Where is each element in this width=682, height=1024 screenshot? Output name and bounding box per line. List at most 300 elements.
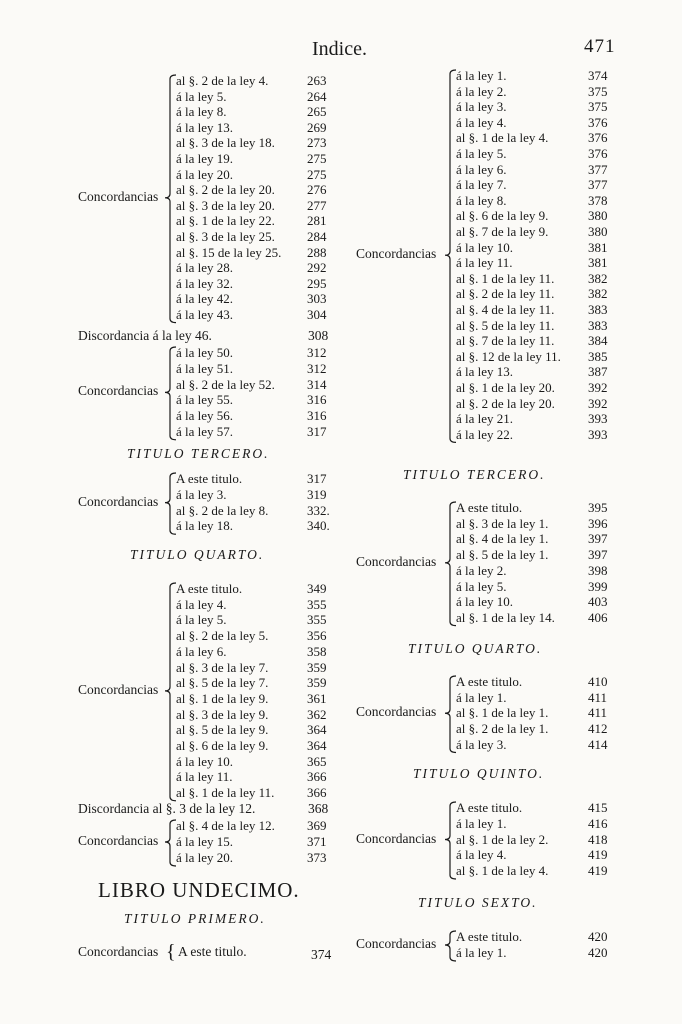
entry-text: A este titulo. [178,944,247,959]
entry-text: al §. 4 de la ley 11. [456,302,555,317]
entry-page: 376 [588,114,608,130]
entry-page: 349 [307,581,327,596]
index-entry [176,361,337,377]
section-heading: TITULO TERCERO. [403,467,546,482]
entry-page: 304 [307,307,327,322]
concordancias-group [70,581,340,801]
entry-page: 303 [307,291,327,307]
entry-page: 371 [307,834,327,849]
index-entry [456,146,618,162]
entry-text: Discordancia al §. 3 de la ley 12. [78,801,256,816]
entry-page: 276 [307,182,327,198]
index-entry [176,245,337,261]
index-entry [176,213,337,229]
index-entry [456,737,618,753]
index-entry [176,276,337,292]
entry-page: 369 [307,818,327,833]
entry-text: á la ley 5. [456,146,507,161]
entry-text: á la ley 50. [176,345,234,360]
entry-page: 275 [307,151,327,166]
entry-text: al §. 1 de la ley 9. [176,690,269,706]
entry-text: al §. 2 de la ley 8. [176,502,269,518]
entry-page: 416 [588,815,608,831]
index-entry [176,392,337,408]
index-entry [176,120,337,136]
entry-page: 397 [588,547,608,563]
index-entry [176,471,337,487]
entry-text: al §. 2 de la ley 5. [176,628,269,644]
book-heading: LIBRO UNDECIMO. [98,878,300,902]
brace [164,73,178,327]
index-entry [456,863,618,879]
group-label: Concordancias [78,833,159,848]
group-label: Concordancias [78,188,159,204]
group-label: Concordancias [78,681,159,697]
entry-text: al §. 3 de la ley 1. [456,515,549,531]
entry-text: á la ley 6. [176,643,227,659]
brace [444,500,458,630]
entry-text: al §. 2 de la ley 20. [456,395,555,411]
entry-text: á la ley 4. [456,114,507,130]
concordancias-group [70,818,340,866]
running-title: Indice. [312,38,367,60]
entry-text: á la ley 21. [456,411,514,427]
index-entry [176,424,337,440]
section-heading: TITULO QUARTO. [130,547,265,562]
index-entry [176,818,337,834]
index-entry [456,945,618,961]
index-entry [176,487,337,503]
index-entry [176,597,337,613]
index-entry [456,271,618,287]
index-entry [176,834,337,850]
index-entry [456,193,618,209]
entry-page: 382 [588,270,608,286]
entry-page: 312 [307,360,327,376]
entry-text: á la ley 43. [176,307,234,322]
index-entry [456,396,618,412]
index-entry [456,349,618,365]
entry-page: 314 [307,376,327,392]
entry-text: al §. 3 de la ley 7. [176,659,269,675]
entry-text: A este titulo. [176,471,243,486]
entry-page: 420 [588,945,608,960]
entry-text: al §. 3 de la ley 9. [176,706,269,722]
entry-text: al §. 4 de la ley 1. [456,531,549,547]
index-entry [176,307,337,323]
entry-page: 332. [307,502,330,518]
entry-page: 263 [307,73,327,88]
concordancias-group [70,345,340,440]
entry-text: al §. 6 de la ley 9. [176,738,269,753]
index-entry [456,68,618,84]
entry-text: á la ley 4. [456,847,507,863]
entry-page: 281 [307,213,327,229]
index-entry [176,785,337,801]
entry-page: 418 [588,831,608,847]
entry-page: 377 [588,161,608,177]
index-entry [176,89,337,105]
entry-text: á la ley 8. [176,104,227,120]
entry-page: 319 [307,486,327,502]
entry-text: al §. 15 de la ley 25. [176,244,282,260]
entry-page: 383 [588,302,608,317]
entry-text: á la ley 4. [176,596,227,612]
entry-text: al §. 1 de la ley 11. [456,270,555,286]
entry-text: á la ley 22. [456,426,514,442]
entry-text: á la ley 5. [176,612,227,628]
entry-text: á la ley 13. [456,364,514,380]
index-entry [456,516,618,532]
entry-page: 265 [307,104,327,120]
brace [444,674,458,757]
entry-text: al §. 2 de la ley 1. [456,721,549,737]
entry-text: á la ley 42. [176,291,234,307]
entry-text: al §. 5 de la ley 11. [456,317,555,333]
entry-page: 376 [588,130,608,146]
entry-text: á la ley 3. [176,486,227,502]
entry-text: al §. 1 de la ley 14. [456,609,555,625]
entry-text: A este titulo. [456,500,523,515]
entry-text: al §. 5 de la ley 9. [176,722,269,738]
index-entry [456,816,618,832]
section-heading: TITULO PRIMERO. [124,911,266,926]
brace [444,800,458,883]
entry-text: á la ley 8. [456,192,507,208]
entry-page: 375 [588,99,608,115]
index-entry [456,286,618,302]
index-entry [176,518,337,534]
index-entry [176,503,337,519]
group-label: Concordancias [356,246,437,262]
entry-text: al §. 2 de la ley 11. [456,286,555,302]
brace [164,581,178,805]
group-label: Concordancias [356,704,437,720]
section-heading: TITULO QUINTO. [413,766,545,781]
index-entry [456,563,618,579]
entry-page: 317 [307,471,327,486]
entry-page: 374 [311,947,332,962]
entry-page: 316 [307,408,327,424]
entry-page: 415 [588,800,608,815]
entry-page: 366 [307,769,327,785]
entry-page: 340. [307,518,330,534]
entry-page: 403 [588,594,608,610]
entry-text: al §. 1 de la ley 4. [456,130,549,146]
entry-page: 355 [307,596,327,612]
entry-page: 393 [588,411,608,427]
entry-text: á la ley 10. [456,594,514,610]
entry-page: 381 [588,255,608,271]
entry-text: al §. 4 de la ley 12. [176,818,275,833]
entry-page: 387 [588,364,608,380]
entry-text: á la ley 7. [456,177,507,193]
entry-page: 359 [307,675,327,691]
index-entry [456,594,618,610]
index-entry [176,628,337,644]
entry-text: á la ley 51. [176,360,234,376]
index-entry [176,722,337,738]
index-entry [456,208,618,224]
brace [164,471,178,538]
entry-page: 410 [588,674,608,689]
index-entry [456,255,618,271]
index-entry [176,644,337,660]
entry-page: 312 [307,345,327,360]
entry-text: á la ley 20. [176,166,234,182]
group-label: Concordancias [78,383,159,399]
index-entry [456,705,618,721]
entry-page: 377 [588,177,608,193]
section-heading: TITULO QUARTO. [408,641,543,656]
page-number: 471 [584,36,616,57]
brace [164,818,178,870]
index-entry [176,377,337,393]
entry-page: 380 [588,224,608,239]
group-label: Concordancias [78,944,159,959]
entry-page: 356 [307,628,327,644]
index-entry [456,364,618,380]
entry-text: al §. 7 de la ley 9. [456,224,549,239]
entry-page: 385 [588,348,608,364]
entry-text: á la ley 10. [176,753,234,769]
entry-text: á la ley 2. [456,562,507,578]
entry-page: 277 [307,197,327,213]
entry-text: á la ley 5. [456,578,507,594]
entry-page: 406 [588,609,608,625]
entry-page: 359 [307,659,327,675]
entry-page: 364 [307,738,327,753]
group-label: Concordancias [78,493,159,509]
entry-page: 364 [307,722,327,738]
group-label: Concordancias [356,553,437,569]
entry-text: á la ley 11. [176,769,233,785]
index-entry [456,427,618,443]
entry-page: 380 [588,208,608,224]
entry-text: á la ley 32. [176,275,234,291]
entry-page: 374 [588,68,608,83]
entry-page: 292 [307,260,327,276]
entry-text: A este titulo. [456,674,523,689]
index-entry [176,151,337,167]
brace: { [166,941,176,963]
entry-text: al §. 3 de la ley 20. [176,197,275,213]
concordancias-group [348,674,624,753]
entry-page: 355 [307,612,327,628]
entry-text: á la ley 11. [456,255,513,271]
entry-page: 384 [588,333,608,349]
entry-page: 383 [588,317,608,333]
index-entry [456,847,618,863]
entry-text: á la ley 20. [176,850,234,865]
index-entry [176,198,337,214]
entry-text: al §. 1 de la ley 2. [456,831,549,847]
section-heading: TITULO TERCERO. [127,446,270,461]
entry-text: Discordancia á la ley 46. [78,328,212,343]
index-entry [456,115,618,131]
entry-text: á la ley 13. [176,119,234,135]
last-entry [78,941,332,963]
index-entry [176,229,337,245]
entry-page: 420 [588,929,608,944]
entry-page: 378 [588,192,608,208]
index-entry [176,73,337,89]
entry-text: al §. 5 de la ley 7. [176,675,269,691]
entry-text: á la ley 57. [176,424,234,439]
index-entry [456,547,618,563]
index-entry [456,610,618,626]
index-entry [456,302,618,318]
entry-page: 316 [307,392,327,408]
concordancias-group [348,500,624,626]
entry-text: al §. 6 de la ley 9. [456,208,549,224]
index-entry [456,411,618,427]
index-entry [176,167,337,183]
entry-page: 419 [588,847,608,863]
index-entry [176,135,337,151]
index-entry [176,408,337,424]
index-entry [176,182,337,198]
index-entry [176,707,337,723]
entry-text: á la ley 2. [456,83,507,99]
concordancias-group [348,929,624,961]
index-entry [456,579,618,595]
entry-text: á la ley 18. [176,518,234,534]
entry-text: á la ley 1. [456,68,507,83]
index-entry [176,104,337,120]
index-entry [176,675,337,691]
entry-text: á la ley 1. [456,689,507,705]
entry-text: á la ley 3. [456,736,507,752]
entry-page: 375 [588,83,608,99]
entry-page: 396 [588,515,608,531]
index-entry [176,260,337,276]
entry-text: á la ley 1. [456,945,507,960]
brace [164,345,178,444]
entry-text: al §. 1 de la ley 1. [456,705,549,721]
index-entry [176,581,337,597]
entry-page: 376 [588,146,608,161]
index-entry [456,929,618,945]
entry-text: al §. 2 de la ley 4. [176,73,269,88]
entry-page: 317 [307,424,327,439]
entry-text: al §. 1 de la ley 11. [176,785,275,801]
index-entry [176,612,337,628]
entry-page: 366 [307,785,327,801]
entry-page: 392 [588,380,608,395]
entry-page: 308 [308,328,329,343]
entry-page: 398 [588,562,608,578]
index-entry [456,380,618,396]
index-entry [176,850,337,866]
concordancias-group [348,800,624,879]
index-entry [176,345,337,361]
index-entry [456,162,618,178]
concordancias-group [70,471,340,534]
brace [444,68,458,446]
entry-text: á la ley 1. [456,815,507,831]
entry-page: 381 [588,239,608,255]
brace [444,929,458,965]
entry-text: á la ley 6. [456,161,507,177]
entry-page: 284 [307,229,327,244]
index-entry [456,224,618,240]
index-entry [176,660,337,676]
index-entry [456,721,618,737]
entry-text: al §. 2 de la ley 52. [176,376,275,392]
index-entry [456,99,618,115]
entry-page: 395 [588,500,608,515]
entry-page: 288 [307,244,327,260]
entry-page: 419 [588,863,608,879]
entry-text: al §. 3 de la ley 18. [176,135,275,151]
index-entry [456,130,618,146]
entry-page: 393 [588,426,608,442]
entry-page: 264 [307,88,327,104]
index-entry [456,690,618,706]
index-entry [176,754,337,770]
concordancias-group [70,73,340,323]
entry-page: 269 [307,119,327,135]
entry-text: á la ley 15. [176,834,234,849]
right-column [348,0,624,1024]
index-entry [456,240,618,256]
index-entry [456,674,618,690]
concordancias-group [348,68,624,442]
entry-page: 362 [307,706,327,722]
entry-text: al §. 3 de la ley 25. [176,229,275,244]
index-entry [456,333,618,349]
entry-page: 399 [588,578,608,594]
group-label: Concordancias [356,830,437,846]
entry-text: al §. 2 de la ley 20. [176,182,275,198]
entry-page: 397 [588,531,608,547]
entry-text: á la ley 28. [176,260,234,276]
entry-page: 382 [588,286,608,302]
entry-text: á la ley 56. [176,408,234,424]
entry-page: 295 [307,275,327,291]
entry-page: 373 [307,850,327,865]
left-column [70,0,340,1024]
entry-page: 412 [588,721,608,737]
entry-page: 365 [307,753,327,769]
entry-page: 368 [308,801,329,816]
index-entry [176,738,337,754]
entry-text: A este titulo. [456,800,523,815]
index-entry [176,769,337,785]
discordancia-entry [78,801,329,817]
section-heading: TITULO SEXTO. [418,895,538,910]
entry-text: al §. 1 de la ley 22. [176,213,275,229]
entry-text: al §. 1 de la ley 4. [456,863,549,879]
entry-page: 392 [588,395,608,411]
discordancia-entry [78,328,329,344]
index-entry [456,832,618,848]
entry-page: 361 [307,690,327,706]
index-entry [176,691,337,707]
entry-text: A este titulo. [456,929,523,944]
entry-page: 411 [588,689,608,705]
entry-page: 275 [307,166,327,182]
entry-text: á la ley 3. [456,99,507,115]
index-entry [456,800,618,816]
entry-page: 358 [307,643,327,659]
entry-page: 411 [588,705,608,721]
index-entry [456,531,618,547]
entry-text: A este titulo. [176,581,243,596]
entry-text: á la ley 10. [456,239,514,255]
entry-text: á la ley 5. [176,88,227,104]
